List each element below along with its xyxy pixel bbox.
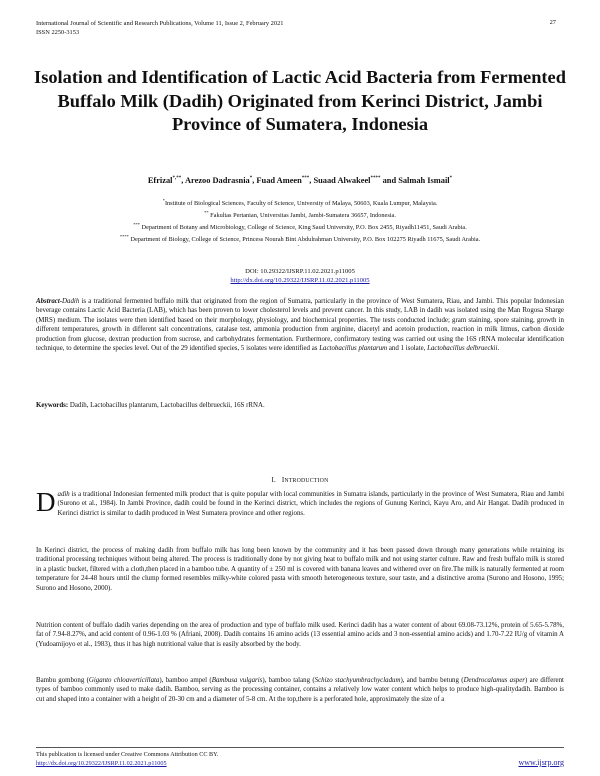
- license-text: This publication is licensed under Creative Commons Attribution CC BY.: [36, 751, 219, 758]
- footer-doi-link[interactable]: http://dx.doi.org/10.29322/IJSRP.11.02.2021.p11005: [36, 760, 167, 767]
- footer-divider: [36, 747, 564, 748]
- author-name: Salmah Ismail: [398, 176, 450, 185]
- doi-link[interactable]: http://dx.doi.org/10.29322/IJSRP.11.02.2021.p11005: [230, 277, 370, 284]
- paper-title: Isolation and Identification of Lactic Acid Bacteria from Fermented Buffalo Milk (Dadih) Originated from Kerinci District, Jambi Province of Sumatera, Indonesia: [34, 67, 566, 134]
- keywords-label: Keywords:: [36, 402, 69, 409]
- author-name: Efrizal: [147, 176, 173, 185]
- site-link[interactable]: www.ijsrp.org: [518, 758, 564, 767]
- affiliation: ** Fakultas Pertanian, Universitas Jambi, Jambi-Sumatera 36657, Indonesia.: [204, 210, 396, 220]
- issn: ISSN 2250-3153: [36, 29, 80, 36]
- body-paragraph: Nutrition content of buffalo dadih varies depending on the area of production and type of buffalo milk used. Kerinci dadih has a water content of about 69.08-73.12%, protein of 5.65-5.78%, fat of 7.94-8.27%, and acid content of 0.96-1.03 % (Afriani, 2008). Dadih contains 16 amino acids (13 essential amino acids and 3 non-essential amino acids) and 1.70-7.22 IU/g of vitamin A (Yudoamijoyo et al., 1983), thus it has high nutritional value that is easily absorbed by the body.: [36, 622, 564, 648]
- affiliation: *** Department of Botany and Microbiology, College of Science, King Saud University, P.O. Box 2455, Riyadh11451, Saudi Arabia.: [133, 222, 467, 232]
- doi-block: [30, 267, 570, 285]
- journal-name: International Journal of Scientific and Research Publications, Volume 11, Issue 2, February 2021: [36, 20, 284, 27]
- keywords: Keywords: Dadih, Lactobacillus plantarum, Lactobacillus delbrueckii, 16S rRNA.: [36, 402, 265, 409]
- affiliations: [40, 196, 560, 244]
- affiliation: **** Department of Biology, College of Science, Princess Nourah Bint Abdulrahman University, P.O. Box 102275 Riyadh 11675, Saudi Arabia.: [119, 234, 481, 244]
- drop-cap: D: [36, 487, 56, 517]
- section-heading: I. INTRODUCTION: [271, 476, 329, 484]
- abstract-label: Abstract-: [36, 298, 63, 305]
- body-paragraph: In Kerinci district, the process of making dadih from buffalo milk has long been known by the community and it has been passed down through many generations while retaining its traditional processing techniques without being altered. The process is traditionally done by not giving heat to buffalo milk and not using starter culture. Raw and fresh buffalo milk is stored in a plastic bucket, filtered with a cloth,then placed in a bamboo tube. A quantity of ± 250 ml is covered with banana leaves and withered over on fire.The milk is naturally fermented at room temperature for 24-48 hours until the clump formed resembles milky-white colored pasta with smooth heterogeneous texture, sour taste, and a distinctive aroma (Surono and Hosono, 1995; Surono and Hosono, 2000).: [36, 547, 564, 592]
- affiliation: *Institute of Biological Sciences, Faculty of Science, University of Malaya, 50603, Kuala Lumpur, Malaysia.: [162, 198, 438, 208]
- author-name: Suaad Alwakeel: [313, 176, 371, 185]
- author-name: Arezoo Dadrasnia: [184, 176, 250, 185]
- running-header: [36, 19, 283, 37]
- author-name: Fuad Ameen: [256, 176, 302, 185]
- abstract: Abstract-Dadih is a traditional fermented buffalo milk that originated from the region of Sumatra, particularly in the province of West Sumatera, Riau, and Jambi. This popular Indonesian beverage contains Lactic Acid Bacteria (LAB), which has been proven to lower cholesterol levels and prevent cancer. In this study, LAB in dadih was isolated using the Man Rogosa Sharge (MRS) medium. The isolates were then identified based on their morphology, physiology, and biochemical properties. The tests conducted include; gram staining, spore staining, growth in different temperatures, growth in different salt concentrations, catalase test, ammonia production from arginine, diacetyl and acetoin production, reaction in milk litmus, carbon dioxide production from glucose, dextran production from sucrose, and carbohydrates fermentation. Furthermore, confirmatory testing was carried out using the 16S rRNA molecular identification technique, to determine the species level. Out of the 29 identified species, 5 isolates were identified as Lactobacillus plantarum and 1 isolate, Lactobacillus delbrueckii.: [36, 298, 564, 353]
- footer-license: [36, 750, 218, 768]
- footer-site: [518, 758, 564, 767]
- author-list: Efrizal*,**, Arezoo Dadrasnia*, Fuad Ameen***, Suaad Alwakeel**** and Salmah Ismail*: [147, 176, 453, 185]
- separator-dot: .: [298, 242, 300, 248]
- body-paragraph: Dadih is a traditional Indonesian fermented milk product that is quite popular with local communities in Sumatra islands, particularly in the province of West Sumatera, Riau and Jambi (Surono et al., 1984). In Jambi Province, dadih could be found in the Kerinci district, which includes the regions of Gunung Kerinci, Kayu Aro, and Air Hangat. Dadih produced in Kerinci district is similar to dadih produced in West Sumatera province and other regions.: [36, 487, 564, 517]
- doi-label: DOI: 10.29322/IJSRP.11.02.2021.p11005: [245, 268, 355, 275]
- page-number: 27: [549, 19, 556, 26]
- body-paragraph: Bambu gombong (Giganto chloaverticillata), bamboo ampel (Bambusa vulgaris), bamboo talang (Schizo stachyumbrachycladum), and bambu betung (Dendrocalamus asper) are different types of bamboo commonly used to make dadih. Bamboo, serving as the processing container, contains a relatively low water content which helps to produce high-qualitydadih. Bamboo is cut and shaped into a container with a height of 20-30 cm and a diameter of 5-8 cm. At the top,there is a perforated hole, approximately the size of a: [36, 677, 564, 703]
